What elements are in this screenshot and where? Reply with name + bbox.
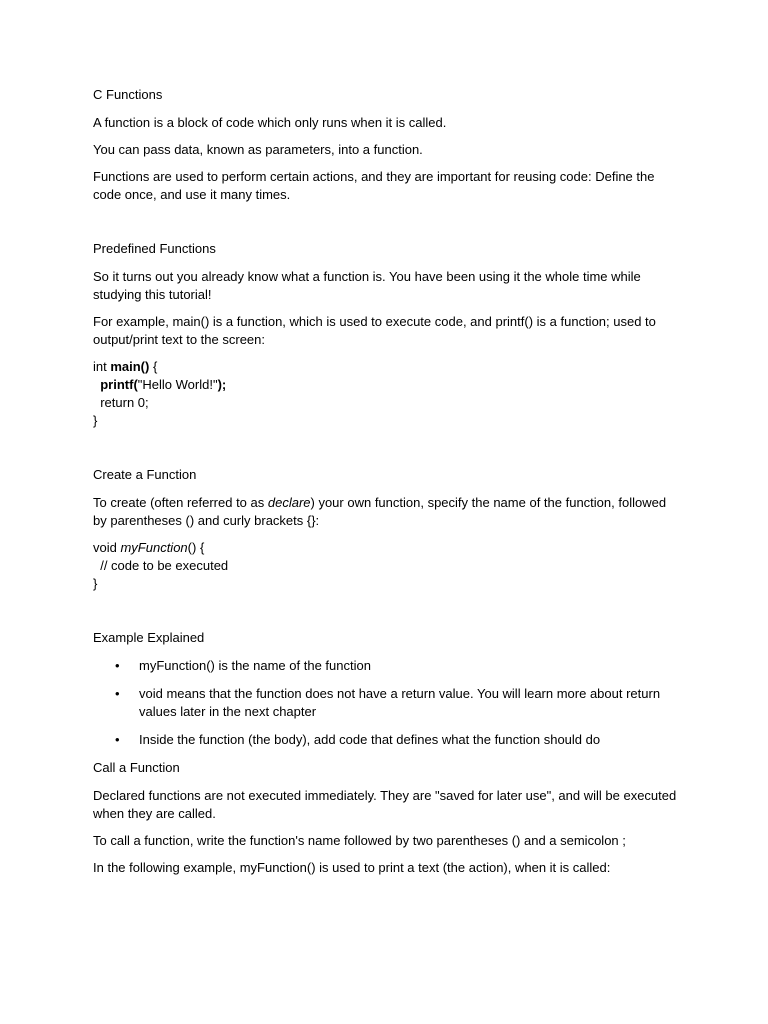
bullet-list [93,657,683,749]
list-item [93,685,683,721]
bullet-icon: • [115,686,120,701]
paragraph-text: To create (often referred to as [93,495,268,510]
heading-create-a-function: Create a Function [93,467,197,482]
paragraph: A function is a block of code which only runs when it is called. [93,115,447,130]
paragraph [93,494,683,530]
section-spacer [93,602,683,629]
paragraph: You can pass data, known as parameters, into a function. [93,142,423,157]
list-item [93,731,683,749]
paragraph: For example, main() is a function, which is used to execute code, and printf() is a function; used to output/print text to the screen: [93,314,656,347]
heading-predefined-functions: Predefined Functions [93,241,216,256]
bullet-icon: • [115,658,120,673]
paragraph: To call a function, write the function's name followed by two parentheses () and a semicolon ; [93,833,626,848]
code-text: ); [217,377,227,392]
code-line: // code to be executed [93,558,229,573]
code-line [93,539,683,557]
heading-call-a-function: Call a Function [93,760,180,775]
code-line: return 0; [93,395,149,410]
list-item-text: myFunction() is the name of the function [139,658,371,673]
code-block-myfunction [93,539,683,593]
code-text: () { [187,540,205,555]
paragraph: In the following example, myFunction() is used to print a text (the action), when it is called: [93,860,611,875]
heading-example-explained: Example Explained [93,630,205,645]
section-spacer [93,439,683,466]
code-text: printf( [100,377,138,392]
section-spacer [93,213,683,240]
paragraph-text: ) your own function, specify the name of the function, followed by parentheses () and curly brackets {}: [93,495,667,528]
paragraph: So it turns out you already know what a function is. You have been using it the whole time while studying this tutorial! [93,269,641,302]
list-item-text: void means that the function does not have a return value. You will learn more about return values later in the next chapter [139,686,661,719]
paragraph-text: declare [267,495,311,510]
document-page [93,86,683,886]
code-line [93,358,683,376]
code-text: myFunction [120,540,188,555]
list-item-text: Inside the function (the body), add code that defines what the function should do [139,732,601,747]
list-item [93,657,683,675]
paragraph: Functions are used to perform certain actions, and they are important for reusing code: Define the code once, and use it many times. [93,169,655,202]
code-text: void [93,540,121,555]
code-text: main() [110,359,150,374]
code-text: { [149,359,158,374]
code-block-main [93,358,683,430]
code-text: "Hello World!" [137,377,218,392]
code-line [93,376,683,394]
heading-c-functions: C Functions [93,87,163,102]
code-line: } [93,576,98,591]
code-text: int [93,359,111,374]
code-line: } [93,413,98,428]
paragraph: Declared functions are not executed immediately. They are "saved for later use", and will be executed when they are called. [93,788,677,821]
bullet-icon: • [115,732,120,747]
